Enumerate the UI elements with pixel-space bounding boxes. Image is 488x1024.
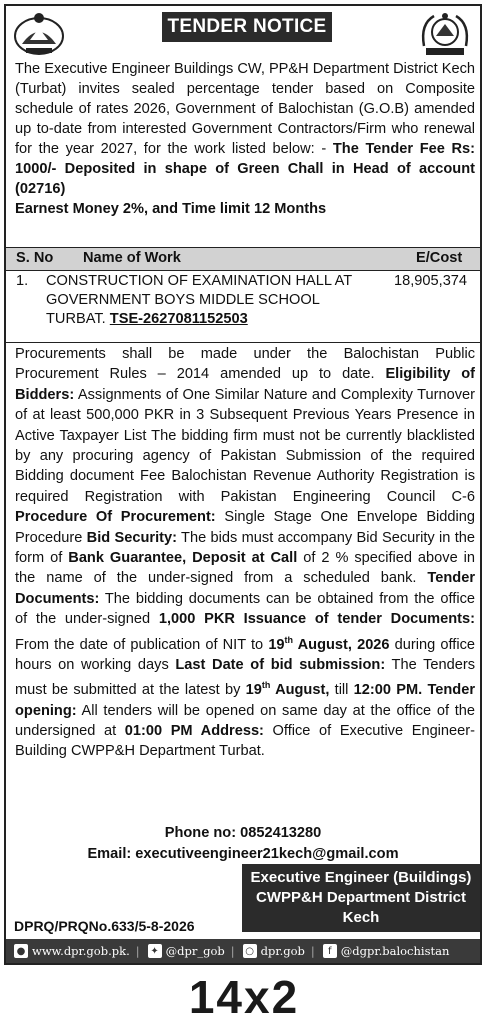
dprq-number: DPRQ/PRQNo.633/5-8-2026: [14, 918, 195, 934]
text: The bids must accompany Bid Security in the form of: [15, 529, 475, 567]
phone-number: Phone no: 0852413280: [164, 825, 322, 841]
text: Single Stage One Envelope Bidding Procedure: [15, 509, 476, 546]
row-cost: 18,905,374: [394, 273, 468, 289]
text: Assignments of One Similar Nature and Complexity Turnover of at least 500,000 PKR in 3 Subsequent Previous Years Presence in Active Taxpayer List The bidding firm must not be currently blacklisted by any procuring agency of Pakistan Submission of the required Bidding document Fee Balochistan Revenue Authority Registration is required Registration with Pakistan Engineering Council C-6: [15, 386, 475, 505]
text: during office hours on working days: [15, 636, 475, 673]
table-row: [6, 272, 480, 342]
row-sno: 1.: [16, 273, 29, 289]
intro-paragraph: [15, 59, 475, 219]
text: The Tenders must be submitted at the latest by: [15, 656, 475, 699]
ad-size-label: 14x2: [188, 971, 300, 1023]
ordinal: th: [261, 680, 271, 691]
twitter-handle[interactable]: @dpr_gob: [165, 944, 225, 958]
col-sno: S. No: [16, 250, 54, 266]
intro-text: The Executive Engineer Buildings CW, PP&H Department District Kech (Turbat) invites sealed percentage tender based on Composite schedule of rates 2026, Government of Balochistan (G.O.B) amended up to-date from interested Government Contractors/Firm who renewal for the year 2027, for the work listed below: -: [15, 61, 475, 157]
text: Office of Executive Engineer-Building CWPP&H Department Turbat.: [15, 723, 475, 760]
heading: 12:00 PM. Tender opening:: [15, 682, 476, 719]
tse-number: TSE-2627081152503: [109, 311, 248, 327]
table-header: [6, 247, 480, 271]
footer-instagram[interactable]: [243, 944, 305, 958]
signature-line: Executive Engineer (Buildings): [250, 869, 472, 886]
heading: Bid Security:: [86, 529, 177, 546]
row-work: [46, 272, 376, 329]
text: of 2 % specified above in the name of the under-signed from a scheduled bank.: [15, 550, 476, 587]
email-address: Email: executiveengineer21kech@gmail.com: [87, 846, 399, 862]
instagram-icon: ○: [243, 944, 257, 958]
divider: [6, 342, 480, 343]
date: [268, 634, 390, 653]
web-link[interactable]: www.dpr.gob.pk.: [32, 944, 130, 958]
separator: |: [310, 944, 315, 958]
text: The bidding documents can be obtained from the office of the under-signed: [15, 590, 475, 628]
text: till: [329, 682, 354, 699]
government-emblem-right: [416, 10, 474, 58]
work-name: CONSTRUCTION OF EXAMINATION HALL AT GOVERNMENT BOYS MIDDLE SCHOOL TURBAT.: [46, 273, 352, 327]
facebook-icon: f: [323, 944, 337, 958]
twitter-icon: ✦: [148, 944, 162, 958]
globe-icon: ●: [14, 944, 28, 958]
text: Procurements shall be made under the Balochistan Public Procurement Rules – 2014 amended up to date.: [15, 346, 475, 383]
tender-fee: The Tender Fee Rs: 1000/- Deposited in shape of Green Chall in Head of account (02716): [15, 141, 475, 197]
ordinal: th: [284, 634, 294, 645]
heading: Eligibility of Bidders:: [15, 366, 475, 403]
date: [246, 682, 330, 698]
text: All tenders will be opened on same day at the office of the undersigned at: [15, 702, 475, 740]
footer-bar: [6, 939, 480, 963]
col-ecost: E/Cost: [416, 250, 463, 266]
separator: |: [135, 944, 140, 958]
day: 19: [245, 682, 262, 699]
signature-line: Kech: [342, 909, 380, 926]
footer-twitter[interactable]: [148, 944, 225, 958]
instagram-handle[interactable]: dpr.gob: [260, 944, 305, 958]
signature-block: [242, 864, 480, 932]
day: 19: [268, 636, 285, 653]
notice-header: [6, 6, 480, 58]
signature-line: CWPP&H Department District: [255, 889, 467, 906]
tender-notice: [4, 4, 482, 965]
heading: 1,000 PKR Issuance of tender Documents:: [158, 611, 475, 628]
month: August,: [270, 682, 330, 699]
footer-web[interactable]: [14, 944, 130, 958]
heading: Last Date of bid submission:: [175, 656, 386, 673]
month-year: August, 2026: [293, 636, 390, 653]
conditions-paragraph: [15, 344, 475, 762]
heading: 01:00 PM Address:: [124, 723, 264, 740]
separator: |: [230, 944, 235, 958]
balochistan-emblem-left: [12, 10, 66, 56]
footer-facebook[interactable]: [323, 944, 450, 958]
text: From the date of publication of NIT to: [15, 636, 269, 653]
heading: Procedure Of Procurement:: [15, 509, 216, 526]
heading: Bank Guarantee, Deposit at Call: [68, 550, 298, 567]
facebook-handle[interactable]: @dgpr.balochistan: [340, 944, 450, 958]
col-name-of-work: Name of Work: [83, 250, 181, 266]
page-title: TENDER NOTICE: [162, 12, 332, 42]
earnest-money: Earnest Money 2%, and Time limit 12 Months: [15, 201, 327, 217]
heading: Tender Documents:: [15, 570, 475, 607]
